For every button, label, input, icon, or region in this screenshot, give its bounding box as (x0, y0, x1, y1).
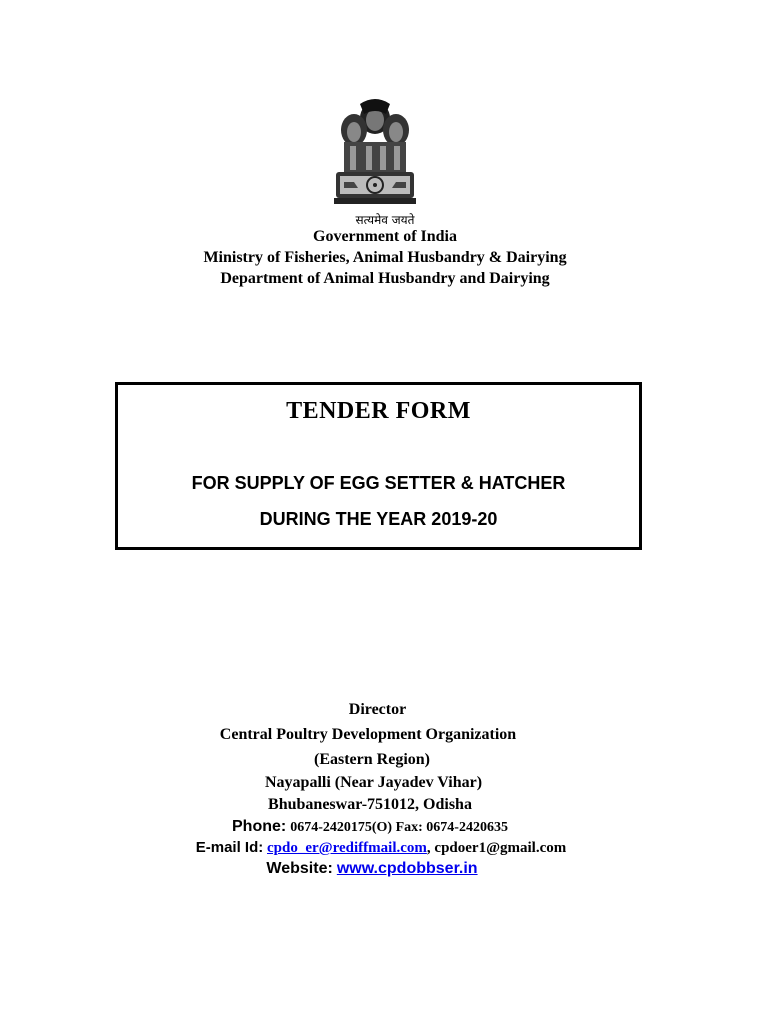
email-separator: , (426, 840, 431, 856)
region: (Eastern Region) (314, 751, 430, 768)
email-secondary: cpdoer1@gmail.com (434, 840, 567, 856)
tender-subtitle-line-2: DURING THE YEAR 2019-20 (259, 509, 498, 529)
tender-title-box (115, 382, 642, 550)
website-link[interactable]: www.cpdobbser.in (336, 860, 478, 877)
phone-value: 0674-2420175(O) Fax: 0674-2420635 (290, 820, 508, 835)
national-emblem-icon (330, 96, 420, 208)
phone-label: Phone: (232, 818, 287, 835)
ministry-line: Ministry of Fisheries, Animal Husbandry & Dairying (203, 249, 567, 266)
website-label: Website: (266, 860, 333, 877)
tender-title: TENDER FORM (286, 398, 471, 424)
issuing-authority (0, 226, 770, 289)
contact-address-block (0, 698, 770, 880)
organization-name: Central Poultry Development Organization (219, 726, 517, 743)
email-line (0, 838, 770, 858)
email-label: E-mail Id: (195, 839, 264, 856)
email-link-primary[interactable]: cpdo_er@rediffmail.com (267, 840, 427, 856)
government-line: Government of India (313, 228, 457, 245)
department-line: Department of Animal Husbandry and Dairying (220, 270, 550, 287)
tender-subtitle (118, 465, 639, 537)
website-line (0, 858, 770, 880)
emblem-motto: सत्यमेव जयते (355, 213, 415, 227)
designation: Director (348, 701, 407, 718)
phone-line (0, 816, 770, 838)
city: Bhubaneswar-751012, Odisha (268, 796, 472, 813)
tender-subtitle-line-1: FOR SUPPLY OF EGG SETTER & HATCHER (191, 473, 566, 493)
locality: Nayapalli (Near Jayadev Vihar) (264, 774, 483, 791)
